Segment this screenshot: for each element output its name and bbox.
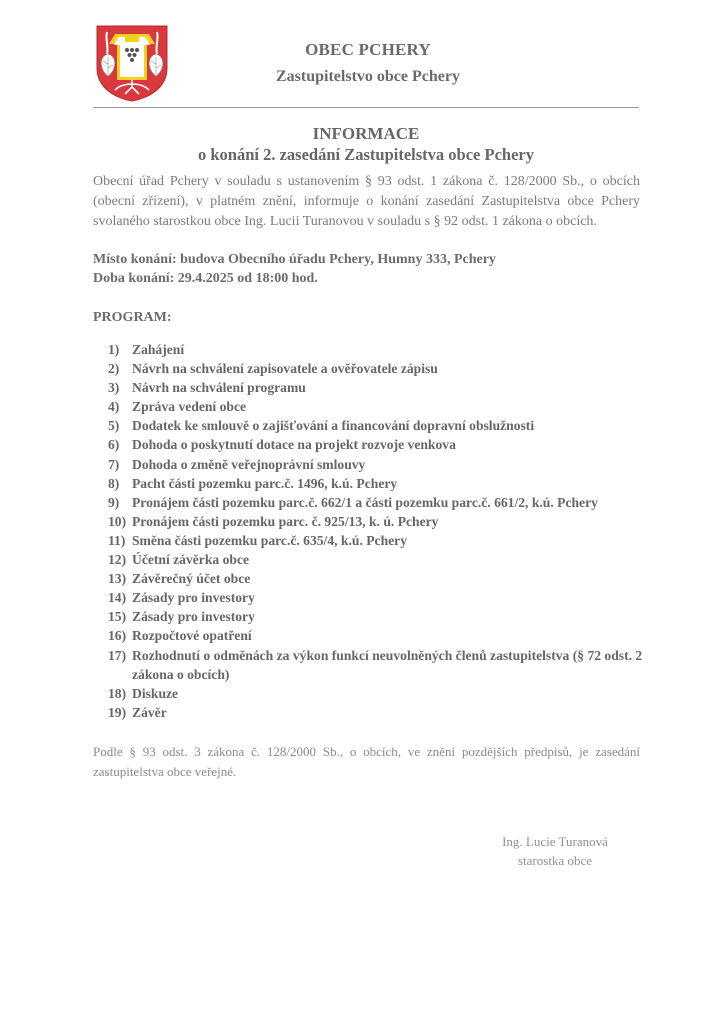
agenda-item-number: 3) <box>108 380 120 396</box>
agenda-item-text: Návrh na schválení zapisovatele a ověřovatele zápisu <box>132 361 438 377</box>
meeting-time: Doba konání: 29.4.2025 od 18:00 hod. <box>93 271 318 286</box>
agenda-item <box>108 474 648 493</box>
coat-of-arms-icon <box>95 24 169 102</box>
agenda-item-text: Účetní závěrka obce <box>132 552 250 568</box>
agenda-item-text: Zpráva vedení obce <box>132 399 247 415</box>
agenda-item <box>108 550 648 569</box>
agenda-item-number: 10) <box>108 513 127 529</box>
agenda-item-number: 19) <box>108 704 127 720</box>
council-name: Zastupitelstvo obce Pchery <box>276 68 460 85</box>
agenda-item-text: Závěr <box>132 704 167 720</box>
agenda-item <box>108 397 648 416</box>
agenda-item <box>108 684 648 703</box>
agenda-item-number: 2) <box>108 361 120 377</box>
agenda-item-number: 14) <box>108 590 127 606</box>
agenda-item-text: Diskuze <box>132 685 179 701</box>
agenda-item-number: 6) <box>108 437 120 453</box>
agenda-item-text: Zahájení <box>132 342 185 357</box>
agenda-item-text: Dodatek ke smlouvě o zajišťování a financování dopravní obslužnosti <box>132 418 535 434</box>
public-meeting-note: Podle § 93 odst. 3 zákona č. 128/2000 Sb., o obcích, ve znění pozdějších předpisů, je zasedání zastupitelstva obce veřejné. <box>93 744 640 779</box>
agenda-item <box>108 435 648 454</box>
agenda-item-text: Pronájem části pozemku parc. č. 925/13, k. ú. Pchery <box>132 513 439 529</box>
agenda-item <box>108 455 648 474</box>
agenda-item-number: 17) <box>108 647 127 663</box>
agenda-item-text: Pacht části pozemku parc.č. 1496, k.ú. Pchery <box>132 475 398 491</box>
agenda-item <box>108 493 648 512</box>
agenda-item <box>108 607 648 626</box>
agenda-item <box>108 512 648 531</box>
agenda-item-text: Závěrečný účet obce <box>132 571 251 587</box>
agenda-item <box>108 378 648 397</box>
agenda-item <box>108 569 648 588</box>
signatory-name: Ing. Lucie Turanová <box>502 834 608 849</box>
signature-block <box>480 832 630 870</box>
program-heading: PROGRAM: <box>93 310 172 325</box>
agenda-item-number: 8) <box>108 475 120 491</box>
signatory-role: starostka obce <box>517 853 592 868</box>
agenda-item-number: 13) <box>108 571 127 587</box>
agenda-item-number: 7) <box>108 456 120 472</box>
header-divider <box>93 107 639 108</box>
agenda-item <box>108 531 648 550</box>
agenda-item-number: 18) <box>108 685 127 701</box>
agenda-item-text: Rozpočtové opatření <box>132 628 252 644</box>
notice-title: INFORMACE <box>312 124 420 143</box>
agenda-item <box>108 703 648 722</box>
agenda-item <box>108 588 648 607</box>
notice-subtitle: o konání 2. zasedání Zastupitelstva obce Pchery <box>198 145 534 164</box>
agenda-item-number: 12) <box>108 552 127 568</box>
agenda-item-number: 4) <box>108 399 120 415</box>
agenda-item-text: Pronájem části pozemku parc.č. 662/1 a části pozemku parc.č. 661/2, k.ú. Pchery <box>132 494 598 510</box>
agenda-item-number: 9) <box>108 494 120 510</box>
agenda-item-number: 16) <box>108 628 127 644</box>
agenda-item <box>108 359 648 378</box>
agenda-item-number: 1) <box>108 342 120 357</box>
agenda-item-number: 15) <box>108 609 127 625</box>
municipality-name: OBEC PCHERY <box>305 40 431 59</box>
agenda-item-number: 11) <box>108 532 126 548</box>
agenda-item <box>108 340 648 359</box>
meeting-place: Místo konání: budova Obecního úřadu Pchery, Humny 333, Pchery <box>93 252 496 267</box>
agenda-item <box>108 646 648 684</box>
agenda-item-text: Zásady pro investory <box>132 609 255 625</box>
agenda-list <box>108 340 648 722</box>
agenda-item-text: Dohoda o změně veřejnoprávní smlouvy <box>132 456 366 472</box>
agenda-item-text: Návrh na schválení programu <box>132 380 306 396</box>
notice-intro: Obecní úřad Pchery v souladu s ustanovením § 93 odst. 1 zákona č. 128/2000 Sb., o obcích (obecní zřízení), v platném znění, informuje o konání zasedání Zastupitelstva obce Pchery svolaného starostkou obce Ing. Lucii Turanovou v souladu s § 92 odst. 1 zákona o obcích. <box>93 174 640 229</box>
agenda-item <box>108 416 648 435</box>
agenda-item-text: Zásady pro investory <box>132 590 255 606</box>
agenda-item-text: Směna části pozemku parc.č. 635/4, k.ú. Pchery <box>132 532 408 548</box>
agenda-item-number: 5) <box>108 418 120 434</box>
agenda-item-text: Dohoda o poskytnutí dotace na projekt rozvoje venkova <box>132 437 456 453</box>
agenda-item-text: Rozhodnutí o odměnách za výkon funkcí neuvolněných členů zastupitelstva (§ 72 odst. 2 zákona o obcích) <box>132 647 643 682</box>
agenda-item <box>108 626 648 645</box>
